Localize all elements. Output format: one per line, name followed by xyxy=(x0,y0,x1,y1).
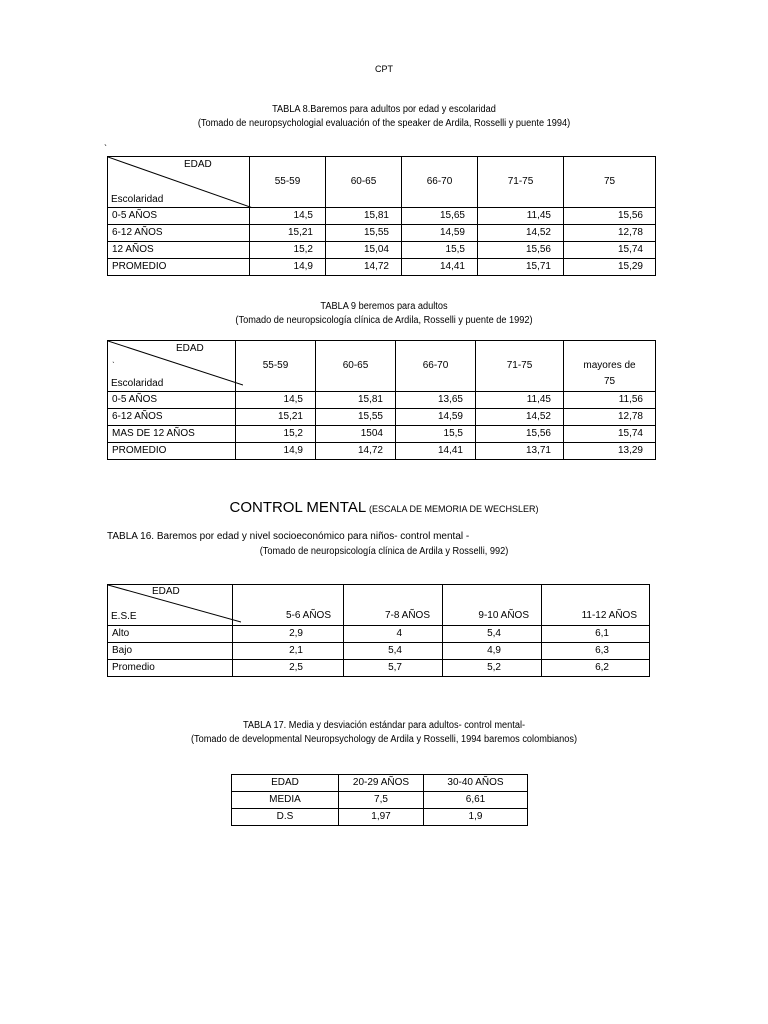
table-row xyxy=(108,409,656,426)
table-header-row xyxy=(108,341,656,392)
corner-bottom-label: Escolaridad xyxy=(111,378,164,389)
stray-mark: ˴ xyxy=(104,139,107,149)
table-cell: 12,78 xyxy=(564,409,656,426)
table-cell: 15,04 xyxy=(326,242,402,259)
row-label: Promedio xyxy=(108,660,233,677)
table-cell: 5,4 xyxy=(344,643,443,660)
table-cell: 15,55 xyxy=(316,409,396,426)
tabla17-table xyxy=(231,774,528,826)
table-cell: 13,65 xyxy=(396,392,476,409)
row-label: D.S xyxy=(232,809,339,826)
column-header: 71-75 xyxy=(476,341,564,392)
column-header: 55-59 xyxy=(236,341,316,392)
row-label: 6-12 AÑOS xyxy=(108,225,250,242)
table-cell: 15,56 xyxy=(478,242,564,259)
table-row xyxy=(232,809,528,826)
row-label: 6-12 AÑOS xyxy=(108,409,236,426)
column-header: 60-65 xyxy=(326,157,402,208)
table-cell: 6,1 xyxy=(542,626,650,643)
table-cell: 1,9 xyxy=(424,809,528,826)
table-header-row xyxy=(108,585,650,626)
table-cell: 15,29 xyxy=(564,259,656,276)
table-cell: 15,21 xyxy=(250,225,326,242)
table-cell: 14,9 xyxy=(236,443,316,460)
tabla17-title: TABLA 17. Media y desviación estándar para adultos- control mental- xyxy=(242,720,526,731)
table-cell: 4 xyxy=(344,626,443,643)
table-cell: 15,5 xyxy=(402,242,478,259)
table-cell: 14,59 xyxy=(402,225,478,242)
table-row xyxy=(108,660,650,677)
corner-top-label: EDAD xyxy=(152,586,180,597)
table-cell: 14,59 xyxy=(396,409,476,426)
table-cell: 15,81 xyxy=(316,392,396,409)
table-cell: 14,41 xyxy=(396,443,476,460)
table-cell: 1,97 xyxy=(339,809,424,826)
row-label: Alto xyxy=(108,626,233,643)
section-subtitle: (ESCALA DE MEMORIA DE WECHSLER) xyxy=(368,504,539,514)
table-cell: 15,56 xyxy=(564,208,656,225)
column-header: 9-10 AÑOS xyxy=(443,585,542,626)
table-header-row xyxy=(108,157,656,208)
table-cell: 11,45 xyxy=(476,392,564,409)
column-header: EDAD xyxy=(232,775,339,792)
table-cell: 15,2 xyxy=(250,242,326,259)
row-label: 0-5 AÑOS xyxy=(108,208,250,225)
table-row xyxy=(108,242,656,259)
corner-top-label: EDAD xyxy=(176,343,204,354)
table-cell: 6,2 xyxy=(542,660,650,677)
table-header-row xyxy=(232,775,528,792)
table-cell: 14,5 xyxy=(250,208,326,225)
table-cell: 15,5 xyxy=(396,426,476,443)
table-cell: 7,5 xyxy=(339,792,424,809)
table-row xyxy=(108,626,650,643)
tabla8-subtitle: (Tomado de neuropsychologial evaluación of the speaker de Ardila, Rosselli y puente 1994) xyxy=(197,118,571,129)
table-cell: 15,81 xyxy=(326,208,402,225)
table-row xyxy=(108,259,656,276)
table-row xyxy=(108,225,656,242)
table-cell: 2,9 xyxy=(233,626,344,643)
table-cell: 6,61 xyxy=(424,792,528,809)
corner-mark: ˴ xyxy=(112,357,115,366)
diagonal-header-cell xyxy=(108,157,250,208)
table-cell: 15,21 xyxy=(236,409,316,426)
table-cell: 14,72 xyxy=(316,443,396,460)
column-header: 75 xyxy=(564,157,656,208)
table-row xyxy=(108,392,656,409)
table-cell: 14,52 xyxy=(476,409,564,426)
table-row xyxy=(108,426,656,443)
tabla9-table xyxy=(107,340,656,460)
row-label: MAS DE 12 AÑOS xyxy=(108,426,236,443)
table-cell: 1504 xyxy=(316,426,396,443)
diagonal-header-cell xyxy=(108,341,236,392)
table-cell: 13,71 xyxy=(476,443,564,460)
table-cell: 5,7 xyxy=(344,660,443,677)
tabla16-title: TABLA 16. Baremos por edad y nivel socioeconómico para niños- control mental - xyxy=(107,531,470,542)
table-cell: 12,78 xyxy=(564,225,656,242)
table-cell: 15,71 xyxy=(478,259,564,276)
table-cell: 11,56 xyxy=(564,392,656,409)
row-label: 12 AÑOS xyxy=(108,242,250,259)
column-header: 71-75 xyxy=(478,157,564,208)
table-cell: 4,9 xyxy=(443,643,542,660)
table-cell: 6,3 xyxy=(542,643,650,660)
section-title: CONTROL MENTAL xyxy=(229,499,367,516)
table-row xyxy=(108,208,656,225)
table-cell: 14,41 xyxy=(402,259,478,276)
tabla9-title: TABLA 9 beremos para adultos xyxy=(320,301,448,312)
tabla8-table xyxy=(107,156,656,276)
table-cell: 15,74 xyxy=(564,426,656,443)
table-cell: 2,1 xyxy=(233,643,344,660)
row-label: Bajo xyxy=(108,643,233,660)
row-label: PROMEDIO xyxy=(108,443,236,460)
column-header-mayores xyxy=(564,341,656,392)
corner-bottom-label: E.S.E xyxy=(111,611,137,622)
table-cell: 2,5 xyxy=(233,660,344,677)
tabla17-subtitle: (Tomado de developmental Neuropsychology de Ardila y Rosselli, 1994 baremos colombianos) xyxy=(190,734,578,745)
column-header-line2: 75 xyxy=(603,376,616,387)
tabla9-subtitle: (Tomado de neuropsicología clínica de Ardila, Rosselli y puente de 1992) xyxy=(235,315,533,326)
table-cell: 15,74 xyxy=(564,242,656,259)
table-cell: 13,29 xyxy=(564,443,656,460)
table-cell: 11,45 xyxy=(478,208,564,225)
row-label: PROMEDIO xyxy=(108,259,250,276)
table-cell: 14,9 xyxy=(250,259,326,276)
column-header: 20-29 AÑOS xyxy=(339,775,424,792)
table-cell: 15,2 xyxy=(236,426,316,443)
row-label: 0-5 AÑOS xyxy=(108,392,236,409)
column-header: 66-70 xyxy=(402,157,478,208)
table-cell: 14,5 xyxy=(236,392,316,409)
tabla16-subtitle: (Tomado de neuropsicología clínica de Ardila y Rosselli, 992) xyxy=(259,546,509,557)
column-header: 5-6 AÑOS xyxy=(233,585,344,626)
section-heading xyxy=(0,499,768,516)
column-header-line1: mayores de xyxy=(583,360,636,371)
column-header: 55-59 xyxy=(250,157,326,208)
column-header: 7-8 AÑOS xyxy=(344,585,443,626)
table-cell: 14,52 xyxy=(478,225,564,242)
table-cell: 14,72 xyxy=(326,259,402,276)
corner-top-label: EDAD xyxy=(184,159,212,170)
table-row xyxy=(108,643,650,660)
column-header: 30-40 AÑOS xyxy=(424,775,528,792)
column-header: 11-12 AÑOS xyxy=(542,585,650,626)
tabla16-table xyxy=(107,584,650,677)
table-cell: 5,4 xyxy=(443,626,542,643)
row-label: MEDIA xyxy=(232,792,339,809)
table-row xyxy=(232,792,528,809)
corner-bottom-label: Escolaridad xyxy=(111,194,164,205)
table-cell: 15,55 xyxy=(326,225,402,242)
page-header: CPT xyxy=(375,64,393,74)
table-cell: 5,2 xyxy=(443,660,542,677)
column-header: 60-65 xyxy=(316,341,396,392)
table-cell: 15,65 xyxy=(402,208,478,225)
column-header: 66-70 xyxy=(396,341,476,392)
table-row xyxy=(108,443,656,460)
tabla8-title: TABLA 8.Baremos para adultos por edad y escolaridad xyxy=(272,104,496,115)
table-cell: 15,56 xyxy=(476,426,564,443)
diagonal-header-cell xyxy=(108,585,233,626)
